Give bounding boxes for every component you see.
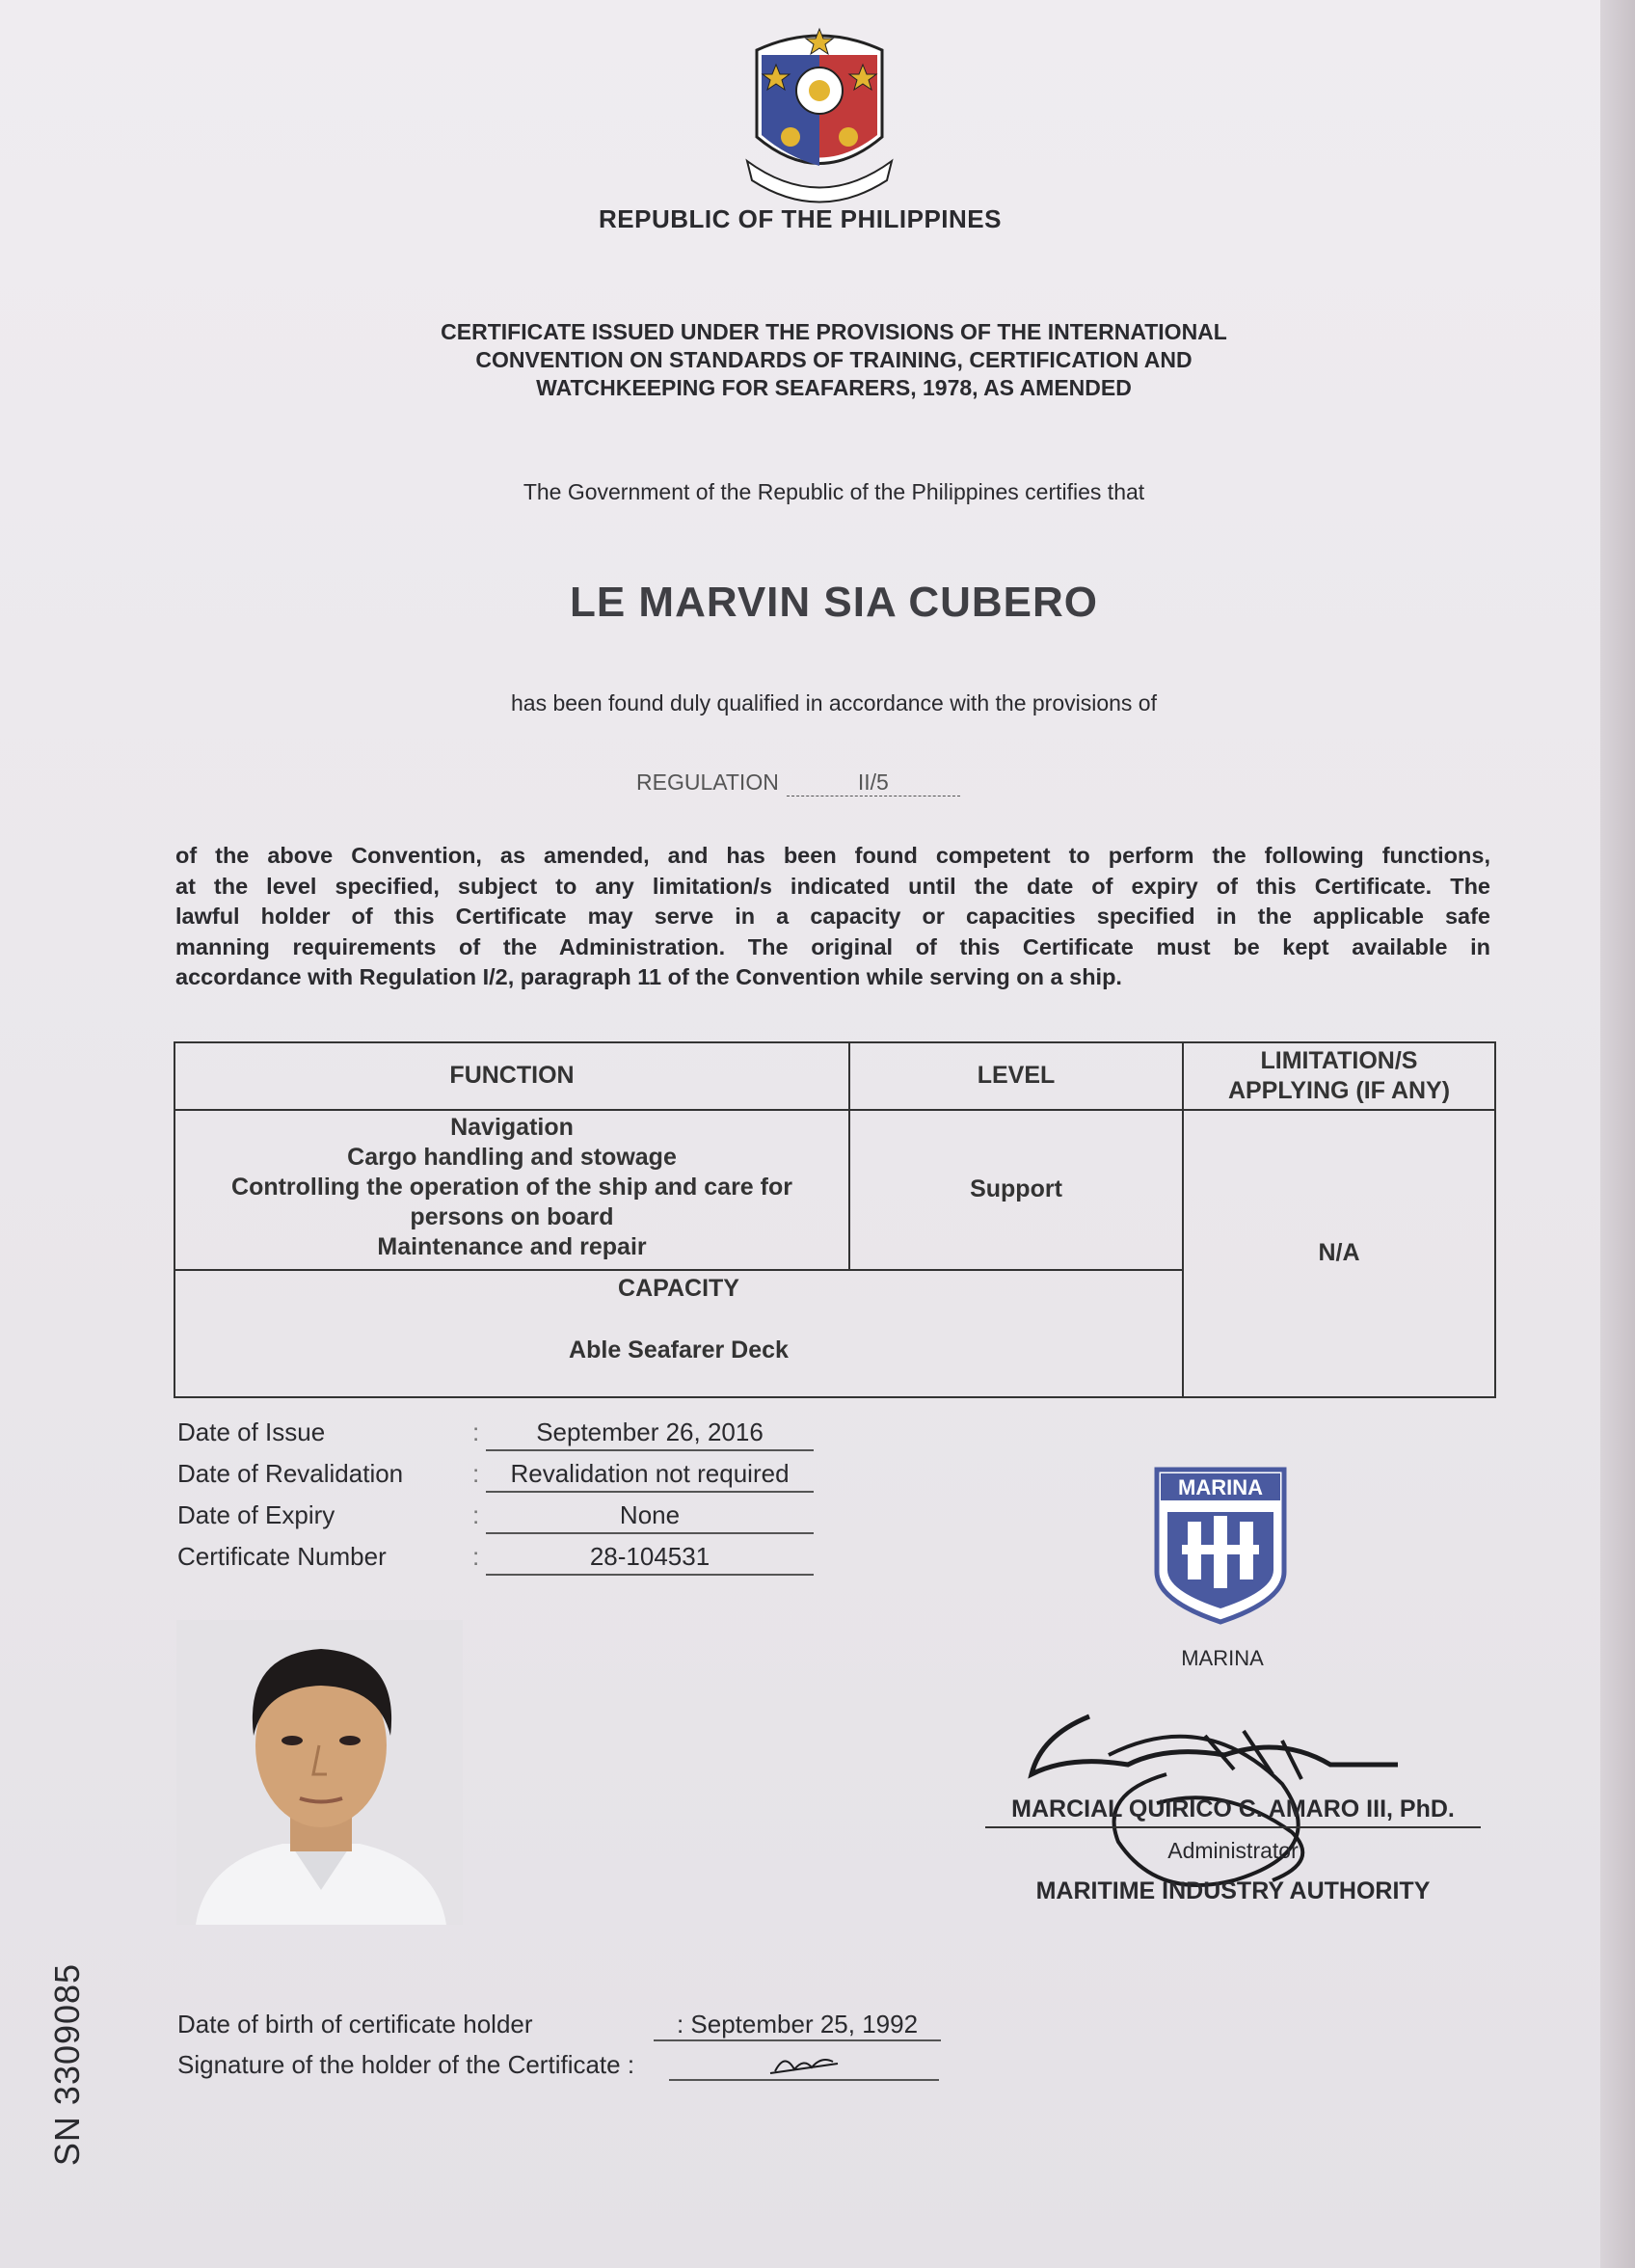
administrator-title: Administrator [1167, 1838, 1299, 1863]
header-level: LEVEL [977, 1062, 1056, 1089]
header-limitation-line: APPLYING (IF ANY) [1227, 1077, 1451, 1104]
header-limitation-line: LIMITATION/S [1260, 1047, 1418, 1074]
function-item: persons on board [410, 1203, 614, 1230]
table-rule [175, 1109, 1494, 1111]
function-item: Maintenance and repair [377, 1233, 647, 1260]
date-revalidation-row [177, 1459, 852, 1498]
function-table [174, 1041, 1496, 1398]
regulation-line [636, 770, 960, 796]
title-line: CERTIFICATE ISSUED UNDER THE PROVISIONS OF THE INTERNATIONAL [441, 319, 1227, 344]
header-function: FUNCTION [449, 1062, 575, 1089]
date-expiry-row [177, 1500, 852, 1539]
date-revalidation-label: Date of Revalidation [177, 1459, 404, 1488]
level-value: Support [970, 1175, 1062, 1202]
birth-label: Date of birth of certificate holder [177, 2010, 533, 2038]
agency-name: MARITIME INDUSTRY AUTHORITY [1035, 1877, 1431, 1904]
paragraph-line: at the level specified, subject to any limitation/s indicated until the date of expiry of this Certificate. The [175, 873, 1490, 899]
date-issue-row [177, 1418, 852, 1456]
regulation-value: II/5 [787, 770, 960, 796]
holder-name: LE MARVIN SIA CUBERO [569, 579, 1099, 626]
paper-edge [1600, 0, 1635, 2268]
cert-number-row [177, 1542, 852, 1580]
holder-photo [176, 1620, 463, 1925]
date-expiry-value: None [486, 1500, 814, 1534]
qualified-statement: has been found duly qualified in accordance with the provisions of [511, 690, 1157, 716]
marina-caption: MARINA [1181, 1646, 1264, 1670]
country-heading: REPUBLIC OF THE PHILIPPINES [599, 204, 1002, 233]
paragraph-line: of the above Convention, as amended, and has been found competent to perform the following functions, [175, 843, 1490, 868]
certifies-statement: The Government of the Republic of the Philippines certifies that [523, 479, 1145, 504]
colon: : [472, 1542, 480, 1571]
birth-value: : September 25, 1992 [654, 2010, 941, 2041]
paragraph-line: accordance with Regulation I/2, paragraph 11 of the Convention while serving on a ship. [175, 964, 1122, 989]
serial-number: SN 3309085 [47, 1962, 87, 2167]
date-issue-value: September 26, 2016 [486, 1418, 814, 1451]
paragraph-line: lawful holder of this Certificate may serve in a capacity or capacities specified in the applicable safe [175, 904, 1490, 929]
holder-signature-label: Signature of the holder of the Certificate : [177, 2050, 635, 2079]
administrator-name: MARCIAL QUIRICO C. AMARO III, PhD. [985, 1796, 1481, 1828]
capacity-value: Able Seafarer Deck [569, 1336, 789, 1364]
title-line: CONVENTION ON STANDARDS OF TRAINING, CERTIFICATION AND [475, 347, 1193, 372]
signature-row [177, 2050, 949, 2091]
capacity-label: CAPACITY [618, 1275, 739, 1302]
header-limitation [1184, 1046, 1494, 1106]
date-issue-label: Date of Issue [177, 1418, 326, 1446]
holder-signature [765, 2050, 843, 2077]
function-item: Navigation [450, 1114, 574, 1141]
function-item: Cargo handling and stowage [347, 1144, 677, 1171]
colon: : [472, 1500, 480, 1529]
functions-list [175, 1113, 848, 1262]
function-item: Controlling the operation of the ship and care for [231, 1174, 792, 1201]
certificate-title [328, 318, 1340, 402]
paragraph-line: manning requirements of the Administration. The original of this Certificate must be kept available in [175, 933, 1490, 959]
cert-number-label: Certificate Number [177, 1542, 387, 1571]
birth-row [177, 2010, 949, 2050]
date-revalidation-value: Revalidation not required [486, 1459, 814, 1493]
marina-logo-text: MARINA [1178, 1475, 1263, 1499]
limitation-value: N/A [1318, 1239, 1360, 1266]
colon: : [472, 1459, 480, 1488]
philippine-seal-icon [737, 21, 901, 204]
title-line: WATCHKEEPING FOR SEAFARERS, 1978, AS AMENDED [536, 375, 1132, 400]
holder-signature-line [669, 2050, 939, 2081]
date-expiry-label: Date of Expiry [177, 1500, 335, 1529]
convention-paragraph [175, 841, 1490, 993]
regulation-label: REGULATION [636, 770, 779, 795]
table-rule [175, 1269, 1184, 1271]
marina-logo-icon [1153, 1466, 1288, 1625]
cert-number-value: 28-104531 [486, 1542, 814, 1576]
colon: : [472, 1418, 480, 1446]
